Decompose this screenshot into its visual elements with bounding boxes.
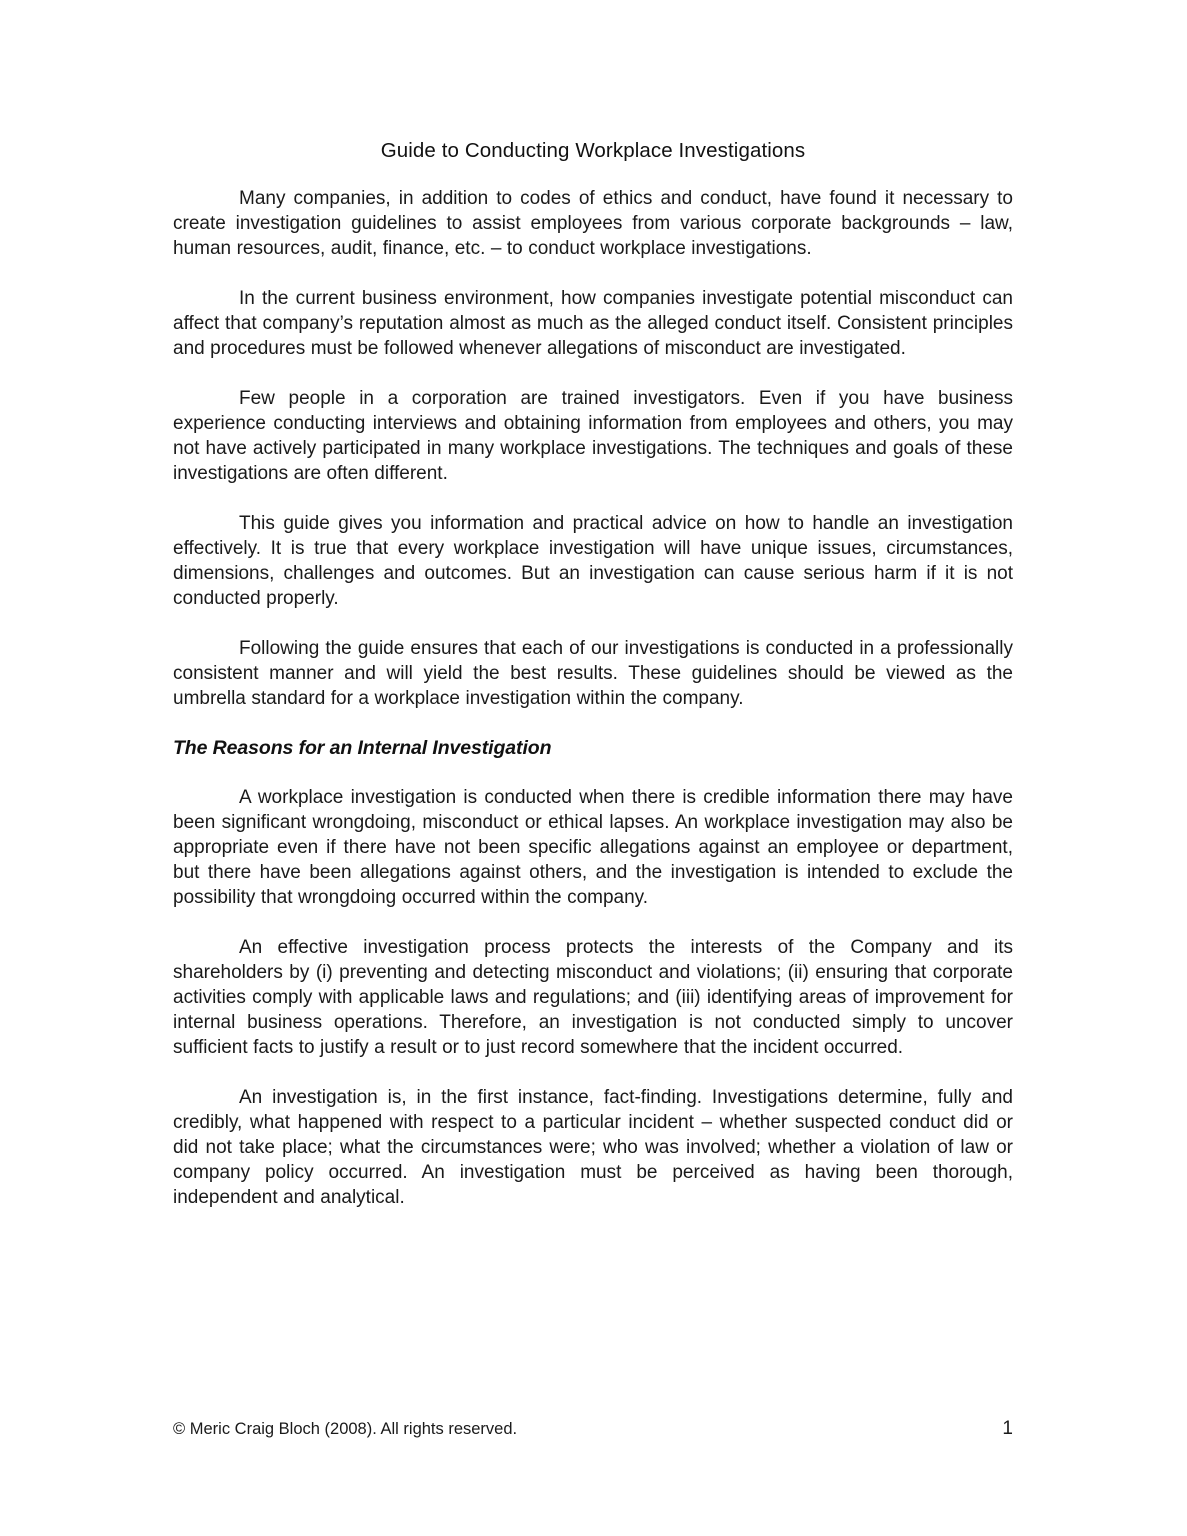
footer-page-number: 1 <box>1002 1418 1013 1439</box>
paragraph-intro-5: Following the guide ensures that each of our investigations is conducted in a professionally consistent manner and will yield the best results. These guidelines should be viewed as the umbrella standard for a workplace investigation within the company. <box>173 637 1013 709</box>
section-heading-reasons-for-internal-investigation: The Reasons for an Internal Investigation <box>173 736 552 759</box>
paragraph-intro-4: This guide gives you information and practical advice on how to handle an investigation effectively. It is true that every workplace investigation will have unique issues, circumstances, dimensions, challenges and outcomes. But an investigation can cause serious harm if it is not conducted properly. <box>173 512 1013 609</box>
page-footer <box>173 1418 1013 1440</box>
paragraph-intro-3: Few people in a corporation are trained investigators. Even if you have business experience conducting interviews and obtaining information from employees and others, you may not have actively participated in many workplace investigations. The techniques and goals of these investigations are often different. <box>173 387 1013 484</box>
paragraph-intro-2: In the current business environment, how companies investigate potential misconduct can affect that company’s reputation almost as much as the alleged conduct itself. Consistent principles and procedures must be followed whenever allegations of misconduct are investigated. <box>173 287 1013 359</box>
document-body <box>173 138 1013 1210</box>
paragraph-intro-1: Many companies, in addition to codes of ethics and conduct, have found it necessary to create investigation guidelines to assist employees from various corporate backgrounds – law, human resources, audit, finance, etc. – to conduct workplace investigations. <box>173 187 1013 259</box>
paragraph-reasons-2: An effective investigation process protects the interests of the Company and its shareholders by (i) preventing and detecting misconduct and violations; (ii) ensuring that corporate activities comply with applicable laws and regulations; and (iii) identifying areas of improvement for internal business operations. Therefore, an investigation is not conducted simply to uncover sufficient facts to justify a result or to just record somewhere that the incident occurred. <box>173 936 1013 1058</box>
paragraph-reasons-1: A workplace investigation is conducted when there is credible information there may have been significant wrongdoing, misconduct or ethical lapses. An workplace investigation may also be appropriate even if there have not been specific allegations against an employee or department, but there have been allegations against others, and the investigation is intended to exclude the possibility that wrongdoing occurred within the company. <box>173 786 1013 908</box>
paragraph-reasons-3: An investigation is, in the first instance, fact-finding. Investigations determine, fully and credibly, what happened with respect to a particular incident – whether suspected conduct did or did not take place; what the circumstances were; who was involved; whether a violation of law or company policy occurred. An investigation must be perceived as having been thorough, independent and analytical. <box>173 1086 1013 1208</box>
page-title: Guide to Conducting Workplace Investigations <box>380 139 806 162</box>
footer-copyright: © Meric Craig Bloch (2008). All rights reserved. <box>173 1420 518 1438</box>
